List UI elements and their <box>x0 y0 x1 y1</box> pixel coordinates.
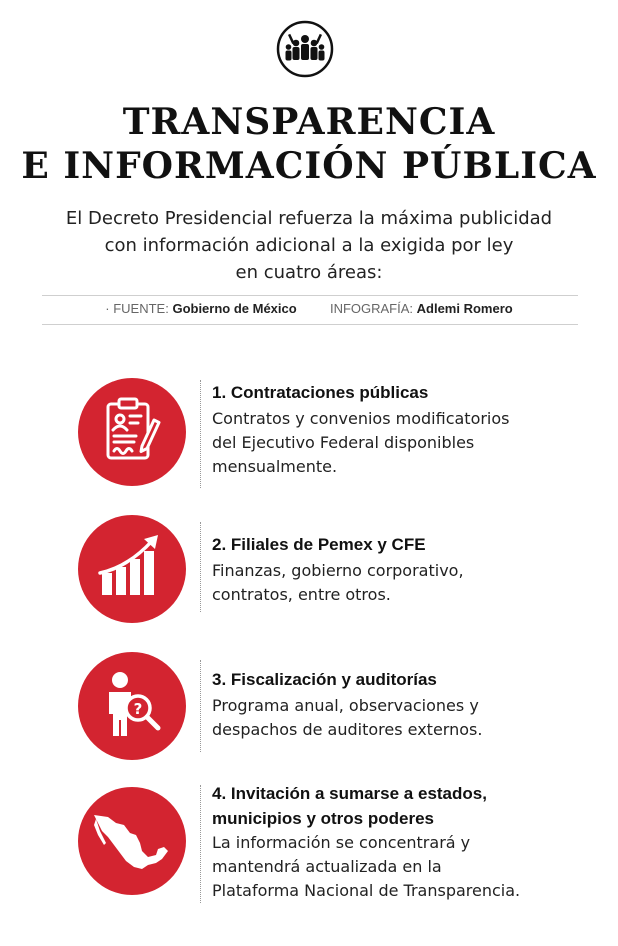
clipboard-contract-icon <box>78 378 186 486</box>
divider <box>200 380 201 488</box>
divider <box>200 660 201 752</box>
source-label: · FUENTE: <box>105 301 169 316</box>
svg-text:?: ? <box>133 700 143 718</box>
item-line: Programa anual, observaciones y <box>212 696 479 715</box>
growth-chart-icon <box>78 515 186 623</box>
item-line: La información se concentrará y <box>212 833 471 852</box>
item-title: 3. Fiscalización y auditorías <box>212 670 437 689</box>
intro-line-3: en cuatro áreas: <box>235 262 383 283</box>
mexico-map-icon <box>78 787 186 895</box>
person-magnifier-icon <box>78 652 186 760</box>
item-line: mensualmente. <box>212 457 338 476</box>
intro-line-1: El Decreto Presidencial refuerza la máxima publicidad <box>65 208 553 229</box>
item-line: Finanzas, gobierno corporativo, <box>212 561 464 580</box>
divider <box>200 785 201 903</box>
credits-rule-top <box>42 295 578 296</box>
item-title: 4. Invitación a sumarse a estados, <box>212 784 487 803</box>
people-crowd-icon <box>276 20 334 78</box>
credits <box>0 300 618 318</box>
item-line: Contratos y convenios modificatorios <box>212 409 510 428</box>
author-label: INFOGRAFÍA: <box>329 301 414 316</box>
title-line-1: TRANSPARENCIA <box>122 101 496 143</box>
item-title: 1. Contrataciones públicas <box>212 383 429 402</box>
page-title <box>0 100 618 188</box>
intro-line-2: con información adicional a la exigida por ley <box>104 235 514 256</box>
item-title: municipios y otros poderes <box>212 809 434 828</box>
intro-text <box>30 205 588 286</box>
source-value: Gobierno de México <box>172 301 297 316</box>
author-value: Adlemi Romero <box>416 301 513 316</box>
item-line: del Ejecutivo Federal disponibles <box>212 433 475 452</box>
divider <box>200 522 201 612</box>
item-line: Plataforma Nacional de Transparencia. <box>212 881 521 900</box>
title-line-2: E INFORMACIÓN PÚBLICA <box>21 145 597 187</box>
item-line: despachos de auditores externos. <box>212 720 483 739</box>
item-title: 2. Filiales de Pemex y CFE <box>212 535 426 554</box>
credits-rule-bottom <box>42 324 578 325</box>
item-line: mantendrá actualizada en la <box>212 857 442 876</box>
item-line: contratos, entre otros. <box>212 585 391 604</box>
